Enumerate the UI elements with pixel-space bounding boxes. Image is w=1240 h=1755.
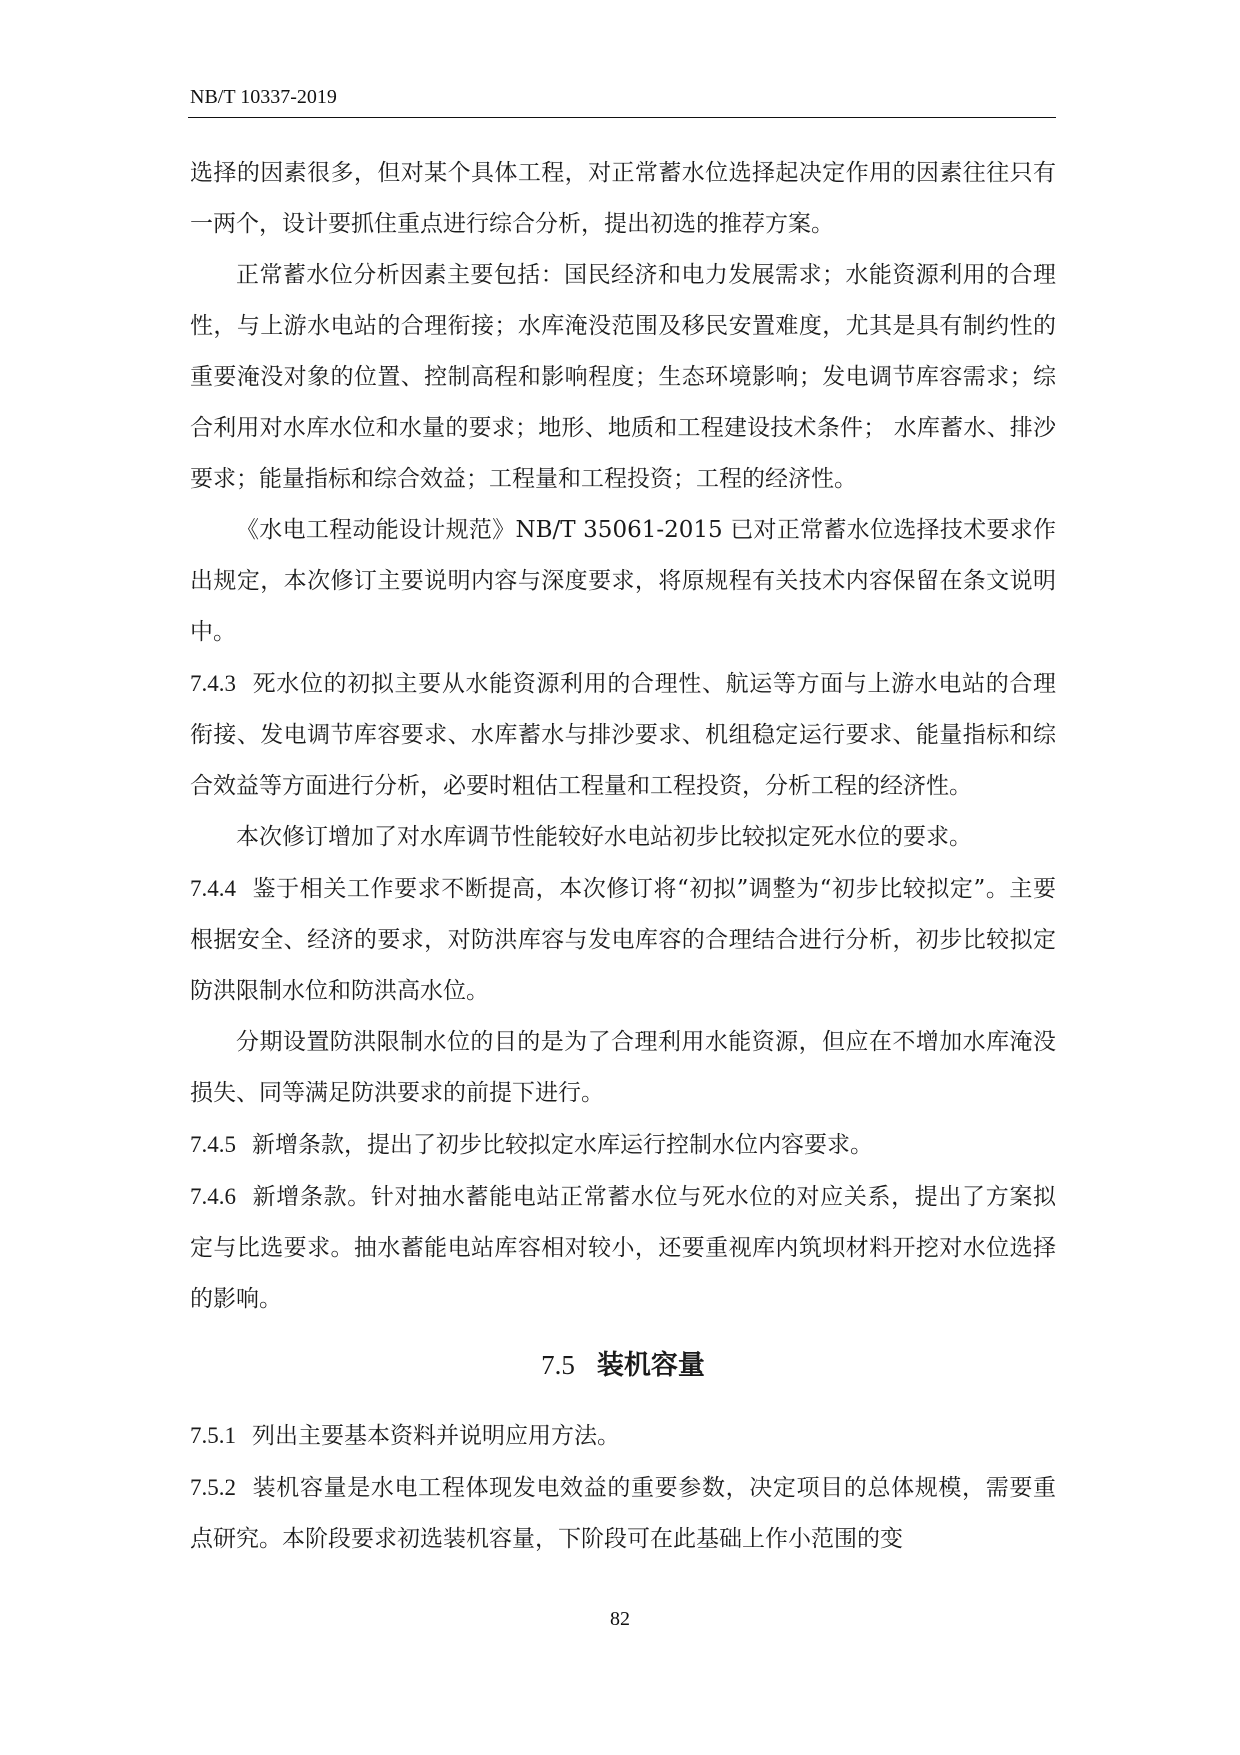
clause-number: 7.5.1 bbox=[190, 1423, 236, 1448]
clause-text: 鉴于相关工作要求不断提高，本次修订将“初拟”调整为“初步比较拟定”。主要根据安全、经济的要求，对防洪库容与发电库容的合理结合进行分析，初步比较拟定防洪限制水位和防洪高水位。 bbox=[190, 876, 1056, 1004]
clause-text: 死水位的初拟主要从水能资源利用的合理性、航运等方面与上游水电站的合理衔接、发电调节库容要求、水库蓄水与排沙要求、机组稳定运行要求、能量指标和综合效益等方面进行分析，必要时粗估工程量和工程投资，分析工程的经济性。 bbox=[190, 671, 1056, 799]
clause-text: 装机容量是水电工程体现发电效益的重要参数，决定项目的总体规模，需要重点研究。本阶段要求初选装机容量，下阶段可在此基础上作小范围的变 bbox=[190, 1475, 1056, 1552]
paragraph-flood-limit: 分期设置防洪限制水位的目的是为了合理利用水能资源，但应在不增加水库淹没损失、同等满足防洪要求的前提下进行。 bbox=[190, 1029, 1056, 1106]
clause-7-4-4 bbox=[190, 863, 1056, 1017]
clause-7-4-3 bbox=[190, 658, 1056, 812]
clause-number: 7.4.6 bbox=[190, 1184, 236, 1209]
header-rule bbox=[188, 117, 1056, 118]
clause-7-4-5 bbox=[190, 1119, 1056, 1171]
clause-number: 7.4.4 bbox=[190, 876, 236, 901]
document-body bbox=[190, 148, 1056, 1565]
paragraph-continued: 选择的因素很多，但对某个具体工程，对正常蓄水位选择起决定作用的因素往往只有一两个，设计要抓住重点进行综合分析，提出初选的推荐方案。 bbox=[190, 160, 1056, 237]
page-number: 82 bbox=[610, 1608, 630, 1630]
paragraph-analysis-factors: 正常蓄水位分析因素主要包括：国民经济和电力发展需求；水能资源利用的合理性，与上游水电站的合理衔接；水库淹没范围及移民安置难度，尤其是具有制约性的重要淹没对象的位置、控制高程和影响程度；生态环境影响；发电调节库容需求；综合利用对水库水位和水量的要求；地形、地质和工程建设技术条件； 水库蓄水、排沙要求；能量指标和综合效益；工程量和工程投资；工程的经济性。 bbox=[190, 262, 1056, 492]
paragraph-spec-reference: 《水电工程动能设计规范》NB/T 35061-2015 已对正常蓄水位选择技术要求作出规定，本次修订主要说明内容与深度要求，将原规程有关技术内容保留在条文说明中。 bbox=[190, 517, 1056, 645]
section-heading bbox=[190, 1335, 1056, 1396]
clause-7-4-6 bbox=[190, 1171, 1056, 1325]
clause-number: 7.4.5 bbox=[190, 1132, 236, 1157]
standard-code-header: NB/T 10337-2019 bbox=[190, 86, 337, 108]
clause-7-5-2 bbox=[190, 1462, 1056, 1565]
section-number: 7.5 bbox=[541, 1350, 575, 1380]
section-title: 装机容量 bbox=[596, 1350, 705, 1381]
clause-text: 新增条款。针对抽水蓄能电站正常蓄水位与死水位的对应关系，提出了方案拟定与比选要求。抽水蓄能电站库容相对较小，还要重视库内筑坝材料开挖对水位选择的影响。 bbox=[190, 1184, 1056, 1312]
clause-number: 7.4.3 bbox=[190, 671, 236, 696]
clause-7-5-1 bbox=[190, 1410, 1056, 1462]
clause-text: 列出主要基本资料并说明应用方法。 bbox=[252, 1423, 620, 1449]
clause-number: 7.5.2 bbox=[190, 1475, 236, 1500]
paragraph-dead-water-level: 本次修订增加了对水库调节性能较好水电站初步比较拟定死水位的要求。 bbox=[236, 824, 972, 850]
clause-text: 新增条款，提出了初步比较拟定水库运行控制水位内容要求。 bbox=[252, 1132, 873, 1158]
